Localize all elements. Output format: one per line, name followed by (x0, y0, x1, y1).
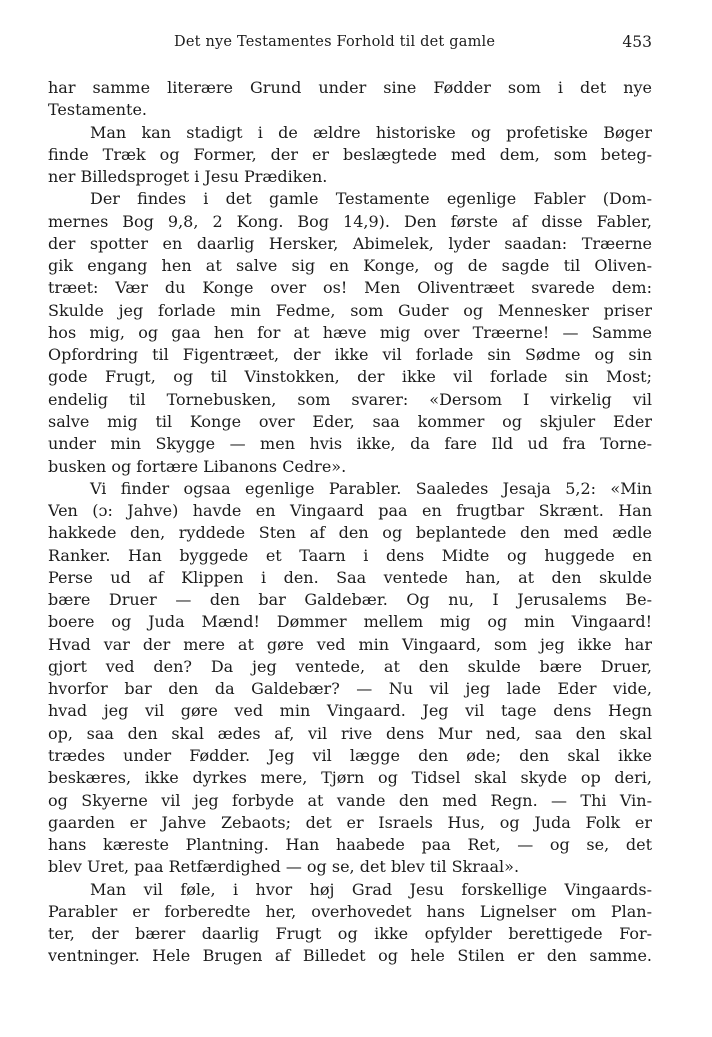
text-line: mernes Bog 9,8, 2 Kong. Bog 14,9). Den første af disse Fabler, (48, 211, 652, 231)
text-line: boere og Juda Mænd! Dømmer mellem mig og min Vingaard! (48, 612, 652, 632)
text-line: der spotter en daarlig Hersker, Abimelek, lyder saadan: Træerne (48, 233, 652, 253)
text-line: busken og fortære Libanons Cedre». (48, 456, 347, 476)
text-line: Ven (ɔ: Jahve) havde en Vingaard paa en frugtbar Skrænt. Han (48, 501, 652, 521)
text-line: gjort ved den? Da jeg ventede, at den skulde bære Druer, (48, 656, 652, 676)
page-number: 453 (622, 33, 652, 51)
text-line: Man vil føle, i hvor høj Grad Jesu forskellige Vingaards- (90, 879, 652, 899)
text-line: ter, der bærer daarlig Frugt og ikke opfylder berettigede For- (48, 924, 652, 944)
text-line: Skulde jeg forlade min Fedme, som Guder og Mennesker priser (48, 300, 652, 320)
text-line: hakkede den, ryddede Sten af den og beplantede den med ædle (48, 523, 652, 543)
text-line: hvad jeg vil gøre ved min Vingaard. Jeg vil tage dens Hegn (48, 701, 652, 721)
text-line: op, saa den skal ædes af, vil rive dens Mur ned, saa den skal (48, 723, 652, 743)
text-line: Hvad var der mere at gøre ved min Vingaard, som jeg ikke har (48, 634, 652, 654)
text-line: ner Billedsproget i Jesu Prædiken. (48, 167, 328, 187)
text-line: endelig til Tornebusken, som svarer: «Dersom I virkelig vil (48, 389, 652, 409)
text-line: gik engang hen at salve sig en Konge, og de sagde til Oliven- (48, 256, 652, 276)
text-line: under min Skygge — men hvis ikke, da fare Ild ud fra Torne- (48, 434, 652, 454)
text-line: gaarden er Jahve Zebaots; det er Israels Hus, og Juda Folk er (48, 812, 652, 832)
text-line: Vi finder ogsaa egenlige Parabler. Saaledes Jesaja 5,2: «Min (90, 478, 652, 498)
running-head (48, 34, 652, 58)
text-line: Testamente. (48, 100, 148, 120)
text-line: beskæres, ikke dyrkes mere, Tjørn og Tidsel skal skyde op deri, (48, 768, 652, 788)
text-line: og Skyerne vil jeg forbyde at vande den med Regn. — Thi Vin- (48, 790, 652, 810)
text-line: hvorfor bar den da Galdebær? — Nu vil jeg lade Eder vide, (48, 679, 652, 699)
text-line: Ranker. Han byggede et Taarn i dens Midte og huggede en (48, 545, 652, 565)
text-line: finde Træk og Former, der er beslægtede med dem, som beteg- (48, 144, 652, 164)
text-line: trædes under Fødder. Jeg vil lægge den øde; den skal ikke (48, 745, 652, 765)
text-line: Opfordring til Figentræet, der ikke vil forlade sin Sødme og sin (48, 345, 652, 365)
body-text (48, 77, 652, 968)
text-line: blev Uret, paa Retfærdighed — og se, det blev til Skraal». (48, 857, 520, 877)
book-page (48, 0, 652, 1037)
text-line: træet: Vær du Konge over os! Men Oliventræet svarede dem: (48, 278, 652, 298)
text-line: hans kæreste Plantning. Han haabede paa Ret, — og se, det (48, 835, 652, 855)
text-line: gode Frugt, og til Vinstokken, der ikke vil forlade sin Most; (48, 367, 652, 387)
text-line: Perse ud af Klippen i den. Saa ventede han, at den skulde (48, 567, 652, 587)
text-line: bære Druer — den bar Galdebær. Og nu, I Jerusalems Be- (48, 590, 652, 610)
text-line: Der findes i det gamle Testamente egenlige Fabler (Dom- (90, 189, 652, 209)
text-line: Parabler er forberedte her, overhovedet hans Lignelser om Plan- (48, 901, 652, 921)
text-line: har samme literære Grund under sine Fødder som i det nye (48, 78, 652, 97)
text-line: hos mig, og gaa hen for at hæve mig over Træerne! — Samme (48, 322, 652, 342)
text-line: ventninger. Hele Brugen af Billedet og hele Stilen er den samme. (48, 946, 652, 966)
text-line: Man kan stadigt i de ældre historiske og profetiske Bøger (90, 122, 652, 142)
running-title: Det nye Testamentes Forhold til det gamle (174, 34, 496, 50)
text-line: salve mig til Konge over Eder, saa kommer og skjuler Eder (48, 411, 652, 431)
